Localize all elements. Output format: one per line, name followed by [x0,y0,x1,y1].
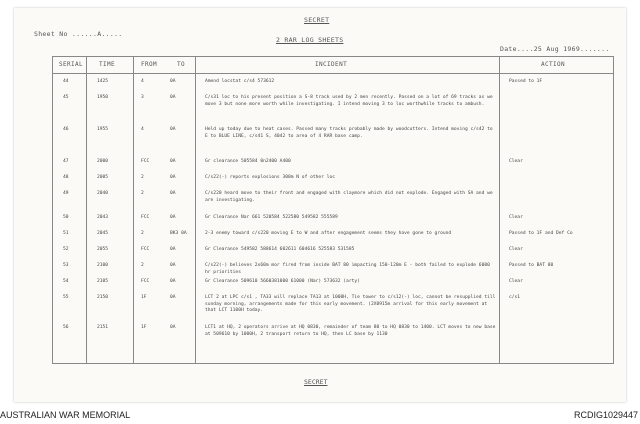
serial-cell: 46 [63,127,69,132]
serial-cell: 48 [63,175,69,180]
col-divider [499,57,500,363]
to-cell: 0A [170,95,176,100]
from-cell: 1F [141,325,147,330]
time-cell: 2000 [97,159,109,164]
col-divider [86,57,87,363]
serial-cell: 53 [63,263,69,268]
action-cell: Passed to BAT 80 [509,263,554,268]
action-cell: Clear [509,215,523,220]
serial-cell: 51 [63,231,69,236]
archive-credit: AUSTRALIAN WAR MEMORIAL [0,410,131,420]
action-cell: Passed to 1F [509,79,543,84]
time-cell: 2151 [97,325,109,330]
incident-cell: 2-3 enemy toward c/s220 moving E to W and after engagement seems they have gone to ground [205,231,452,236]
from-cell: 2 [141,263,144,268]
to-cell: 0A [170,159,176,164]
time-cell: 2150 [97,295,109,300]
to-cell: 0A [170,79,176,84]
sheet-date: Date....25 Aug 1969....... [500,45,610,53]
col-header-serial: SERIAL [59,61,84,68]
col-header-from: FROM [141,61,158,68]
serial-cell: 47 [63,159,69,164]
action-cell: Clear [509,159,523,164]
serial-cell: 44 [63,79,69,84]
to-cell: 0A [170,191,176,196]
classification-header: SECRET [304,16,330,24]
time-cell: 2043 [97,215,109,220]
incident-cell: C/s22(-) believes 2x60m mor fired from inside BAT 80 impacting 150-120m E - both failed to explode 6000 hr priorities [205,263,490,275]
action-cell: Clear [509,247,523,252]
incident-cell: Gr Clearance 549582 588614 602611 604616 525583 531585 [205,247,355,252]
from-cell: 3 [141,95,144,100]
serial-cell: 50 [63,215,69,220]
to-cell: 0A [170,325,176,330]
log-table [52,56,614,364]
from-cell: 2 [141,231,144,236]
time-cell: 2045 [97,231,109,236]
incident-cell: C/s31 loc to his present position a S-8 track used by 2 men recently. Passed on a lot of 69 tracks as we move 3 but none more worth while investigating. I intend moving 3 to loc worthwhile tracks to ambush. [205,95,493,107]
col-header-incident: INCIDENT [315,61,348,68]
col-header-to: TO [177,61,186,68]
sheet-number: Sheet No ......A..... [34,30,123,38]
to-cell: 0A [170,263,176,268]
incident-cell: LCT 2 at LPC c/s1 , TA33 will replace TA13 at 1000H, Tie tower to c/s12(-) loc, cannot be resupplied till sunday morning, arrangements made for this early movement. (2X0915m arrival for this early movement at that LCT 1100H today. [205,295,496,313]
to-cell: 0A [170,127,176,132]
from-cell: 4 [141,127,144,132]
to-cell: 0A [170,279,176,284]
from-cell: 2 [141,191,144,196]
to-cell: 0A [170,295,176,300]
classification-footer: SECRET [304,378,328,386]
from-cell: FCC [141,215,150,220]
time-cell: 2105 [97,279,109,284]
time-cell: 2100 [97,263,109,268]
action-cell: c/s1 [509,295,521,300]
incident-cell: Gr Clearance 509610 5660381000 61000 (Nar) 573632 (arty) [205,279,360,284]
time-cell: 2040 [97,191,109,196]
serial-cell: 52 [63,247,69,252]
log-sheet-page [14,8,626,402]
col-header-time: TIME [99,61,116,68]
from-cell: FCC [141,279,150,284]
col-header-action: ACTION [541,61,566,68]
from-cell: FCC [141,159,150,164]
record-id: RCDIG1029447 [573,410,638,420]
time-cell: 2055 [97,247,109,252]
action-cell: Clear [509,279,523,284]
incident-cell: Gr clearance 505584 0n2400 A400 [205,159,291,164]
header-divider [53,73,613,74]
from-cell: 1F [141,295,147,300]
serial-cell: 56 [63,325,69,330]
from-cell: FCC [141,247,150,252]
serial-cell: 54 [63,279,69,284]
from-cell: 4 [141,79,144,84]
time-cell: 1950 [97,95,109,100]
col-divider [195,57,196,363]
time-cell: 1955 [97,127,109,132]
to-cell: BK3 0A [170,231,187,236]
from-cell: 2 [141,175,144,180]
incident-cell: Gr Clearance Nar 661 520584 522580 549582 555589 [205,215,338,220]
incident-cell: LCT1 at HQ, 2 operators arrive at HQ 0830, remainder of team 80 to HQ 0830 to 1400. LCT moves to new base at 509610 by 1000H, 2 transport return to HQ, then LC base by 1130 [205,325,496,337]
sheet-title: 2 RAR LOG SHEETS [276,36,344,44]
incident-cell: Amend locstat c/s4 573612 [205,79,275,84]
action-cell: Passed to 1F and Def Co [509,231,573,236]
to-cell: 0A [170,215,176,220]
incident-cell: C/s220 heard move to their front and engaged with claymore which did not explode. Engaged with SA and we are investigating. [205,191,493,203]
serial-cell: 49 [63,191,69,196]
to-cell: 0A [170,175,176,180]
to-cell: 0A [170,247,176,252]
col-divider [133,57,134,363]
time-cell: 2005 [97,175,109,180]
serial-cell: 45 [63,95,69,100]
serial-cell: 55 [63,295,69,300]
incident-cell: C/s22(-) reports explosions 300m N of other loc [205,175,335,180]
time-cell: 1425 [97,79,109,84]
incident-cell: Held up today due to heat cases. Passed many tracks probably made by woodcutters. Intend moving c/s42 to E to BLUE LINE, c/s41 S, 4042 to area of 4 RAR base camp. [205,127,493,139]
